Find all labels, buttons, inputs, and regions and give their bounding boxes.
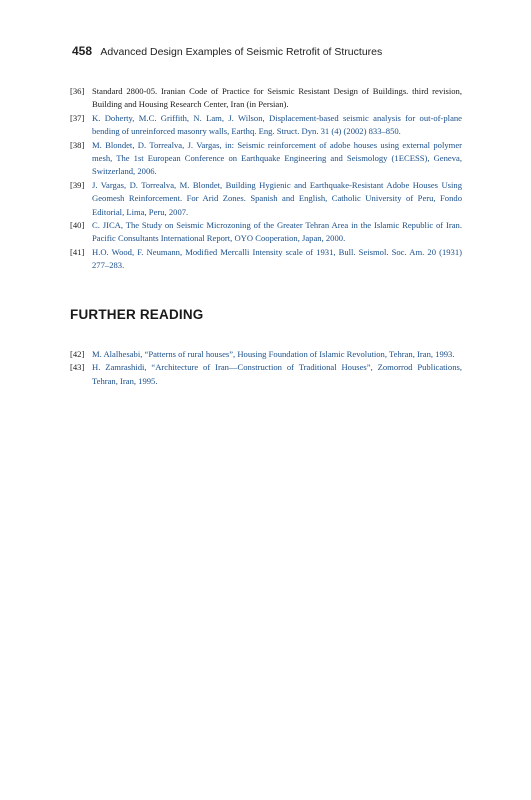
reference-item[interactable] bbox=[70, 361, 462, 388]
book-title: Advanced Design Examples of Seismic Retrofit of Structures bbox=[100, 46, 383, 58]
reference-link[interactable]: K. Doherty, M.C. Griffith, N. Lam, J. Wilson, Displacement-based seismic analysis for out-of-plane bending of unreinforced masonry walls, Earthq. Eng. Struct. Dyn. 31 (4) (2002) 833–850. bbox=[92, 112, 462, 137]
reference-link[interactable]: M. Blondet, D. Torrealva, J. Vargas, in: Seismic reinforcement of adobe houses using external polymer mesh, The 1st European Conference on Earthquake Engineering and Seismology (1ECESS), Geneva, Switzerland, 2006. bbox=[92, 139, 462, 177]
reference-text: Standard 2800-05. Iranian Code of Practice for Seismic Resistant Design of Buildings. third revision, Building and Housing Research Center, Iran (in Persian). bbox=[92, 86, 462, 110]
running-head bbox=[72, 44, 472, 58]
reference-item[interactable] bbox=[70, 348, 462, 361]
reference-number: [42] bbox=[70, 349, 85, 359]
reference-number: [38] bbox=[70, 139, 85, 150]
reference-link[interactable]: H.O. Wood, F. Neumann, Modified Mercalli Intensity scale of 1931, Bull. Seismol. Soc. Am. 20 (1931) 277–283. bbox=[92, 246, 462, 271]
reference-list bbox=[70, 85, 462, 273]
reference-number: [36] bbox=[70, 86, 85, 96]
reference-number: [39] bbox=[70, 179, 85, 190]
reference-item[interactable] bbox=[70, 219, 462, 246]
reference-link[interactable]: C. JICA, The Study on Seismic Microzoning of the Greater Tehran Area in the Islamic Republic of Iran. Pacific Consultants International Report, OYO Cooperation, Japan, 2000. bbox=[92, 220, 462, 244]
further-reading-heading: FURTHER READING bbox=[70, 307, 204, 322]
reference-item[interactable] bbox=[70, 179, 462, 219]
reference-number: [43] bbox=[70, 362, 85, 373]
reference-link[interactable]: H. Zamrashidi, “Architecture of Iran—Construction of Traditional Houses”, Zomorrod Publications, Tehran, Iran, 1995. bbox=[92, 362, 462, 386]
reference-item[interactable] bbox=[70, 112, 462, 139]
further-reading-list bbox=[70, 348, 462, 388]
page-number: 458 bbox=[72, 44, 93, 58]
reference-link[interactable]: M. Alalhesabi, “Patterns of rural houses”, Housing Foundation of Islamic Revolution, Tehran, Iran, 1993. bbox=[92, 349, 455, 359]
reference-item[interactable] bbox=[70, 139, 462, 179]
reference-item bbox=[70, 85, 462, 112]
reference-link[interactable]: J. Vargas, D. Torrealva, M. Blondet, Building Hygienic and Earthquake-Resistant Adobe Houses Using Geomesh Reinforcement. For Arid Zones. Spanish and English, Catholic University of Peru, Fondo Editorial, Lima, Peru, 2007. bbox=[92, 179, 462, 217]
reference-number: [41] bbox=[70, 246, 85, 257]
reference-number: [40] bbox=[70, 220, 85, 231]
reference-item[interactable] bbox=[70, 246, 462, 273]
reference-number: [37] bbox=[70, 112, 85, 123]
